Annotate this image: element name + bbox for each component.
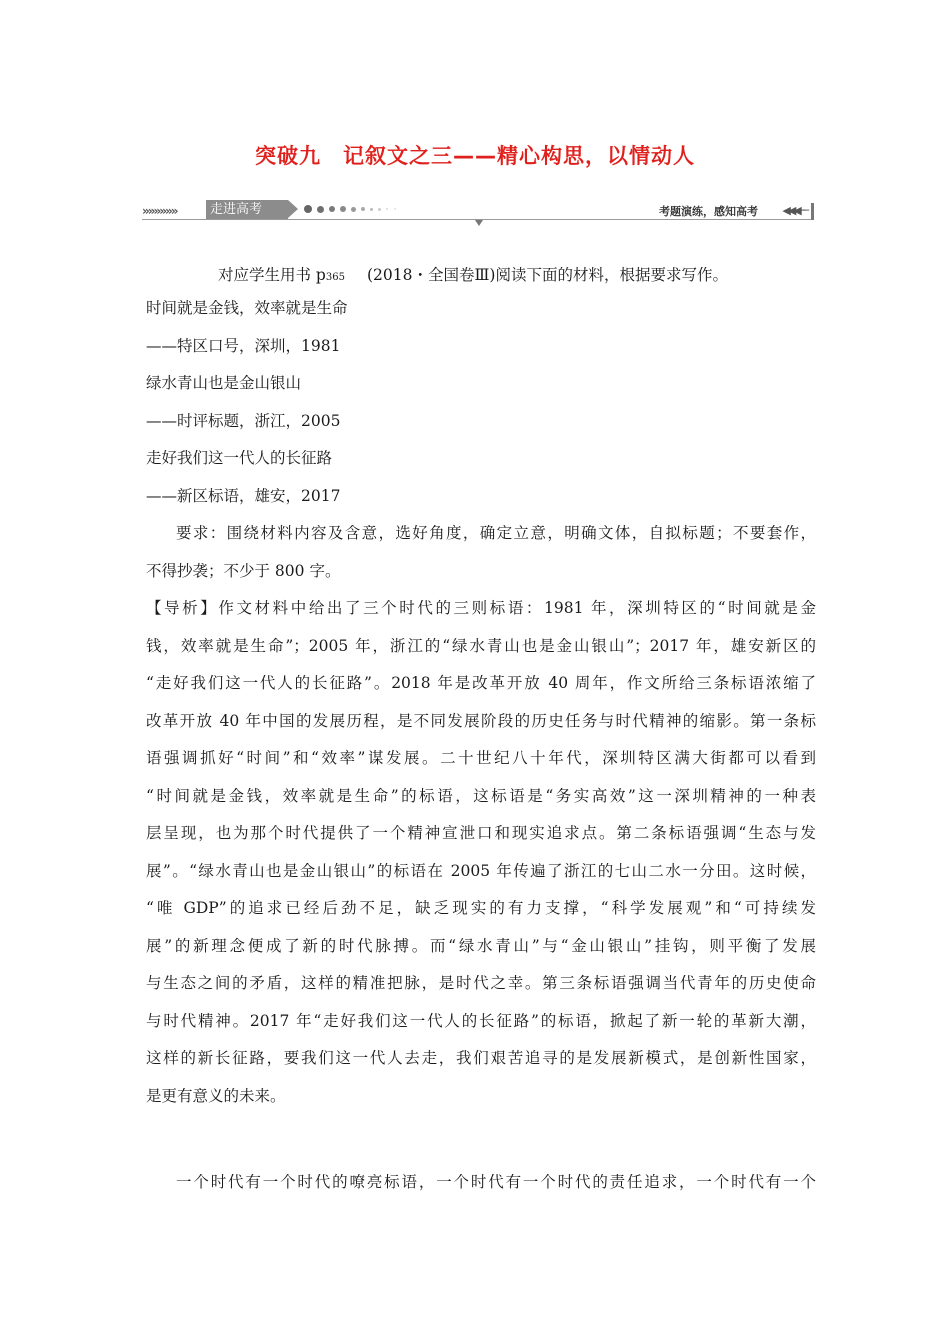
book-page: 365 xyxy=(325,272,345,283)
material-line: 走好我们这一代人的长征路 xyxy=(146,449,333,467)
requirement-line: 不得抄袭；不少于 800 字。 xyxy=(146,561,341,580)
analysis-line: 是更有意义的未来。 xyxy=(146,1086,286,1105)
closing-block xyxy=(146,1172,816,1210)
analysis-line: 改革开放 40 年中国的发展历程，是不同发展阶段的历史任务与时代精神的缩影。第一条标 xyxy=(146,711,816,730)
analysis-line: “唯 GDP”的追求已经后劲不足，缺乏现实的有力支撑，“科学发展观”和“可持续发 xyxy=(146,899,816,917)
notch-marker xyxy=(475,220,483,226)
analysis-line: 语强调抓好“时间”和“效率”谋发展。二十世纪八十年代，深圳特区满大街都可以看到 xyxy=(146,749,816,767)
material-line: ——时评标题，浙江，2005 xyxy=(146,411,341,430)
reference-line xyxy=(218,263,728,285)
section-tag: 走进高考 xyxy=(206,200,288,219)
materials-block xyxy=(146,298,816,523)
analysis-block xyxy=(146,598,816,1123)
requirement-line: 要求：围绕材料内容及含意，选好角度，确定立意，明确文体，自拟标题；不要套作， xyxy=(176,524,816,542)
closing-line: 一个时代有一个时代的嘹亮标语，一个时代有一个时代的责任追求，一个时代有一个 xyxy=(176,1173,816,1191)
analysis-line: 【导析】作文材料中给出了三个时代的三则标语：1981 年，深圳特区的“时间就是金 xyxy=(146,599,816,617)
page-title: 突破九 记叙文之三——精心构思，以情动人 xyxy=(255,144,695,168)
analysis-line: “走好我们这一代人的长征路”。2018 年是改革开放 40 周年，作文所给三条标语浓缩了 xyxy=(146,674,816,692)
exam-prompt: (2018・全国卷Ⅲ)阅读下面的材料，根据要求写作。 xyxy=(366,266,728,284)
material-line: 绿水青山也是金山银山 xyxy=(146,374,302,392)
material-line: ——新区标语，雄安，2017 xyxy=(146,486,341,505)
material-line: ——特区口号，深圳，1981 xyxy=(146,336,341,355)
analysis-line: 展”。“绿水青山也是金山银山”的标语在 2005 年传遍了浙江的七山二水一分田。这时候， xyxy=(146,861,816,880)
analysis-line: 层呈现，也为那个时代提供了一个精神宣泄口和现实追求点。第二条标语强调“生态与发 xyxy=(146,824,816,842)
material-line: 时间就是金钱，效率就是生命 xyxy=(146,299,348,317)
section-banner xyxy=(142,200,814,224)
arrows-icon: ◀◀◀── xyxy=(782,204,806,217)
dots-decoration xyxy=(304,205,414,215)
analysis-line: 钱，效率就是生命”；2005 年，浙江的“绿水青山也是金山银山”；2017 年，雄安新区的 xyxy=(146,636,816,655)
banner-end-bar xyxy=(811,203,814,220)
banner-right-label: 考题演练，感知高考 xyxy=(659,205,758,218)
book-reference: 对应学生用书 p xyxy=(218,266,326,284)
analysis-line: 展”的新理念便成了新的时代脉搏。而“绿水青山”与“金山银山”挂钩，则平衡了发展 xyxy=(146,936,816,955)
analysis-line: 与时代精神。2017 年“走好我们这一代人的长征路”的标语，掀起了新一轮的革新大潮， xyxy=(146,1011,816,1030)
analysis-line: 与生态之间的矛盾，这样的精准把脉，是时代之幸。第三条标语强调当代青年的历史使命 xyxy=(146,974,816,992)
requirement-block xyxy=(146,523,816,598)
chevrons-icon: »»»»»» xyxy=(142,204,177,218)
analysis-line: 这样的新长征路，要我们这一代人去走，我们艰苦追寻的是发展新模式，是创新性国家， xyxy=(146,1049,816,1067)
analysis-line: “时间就是金钱，效率就是生命”的标语，这标语是“务实高效”这一深圳精神的一种表 xyxy=(146,786,816,805)
